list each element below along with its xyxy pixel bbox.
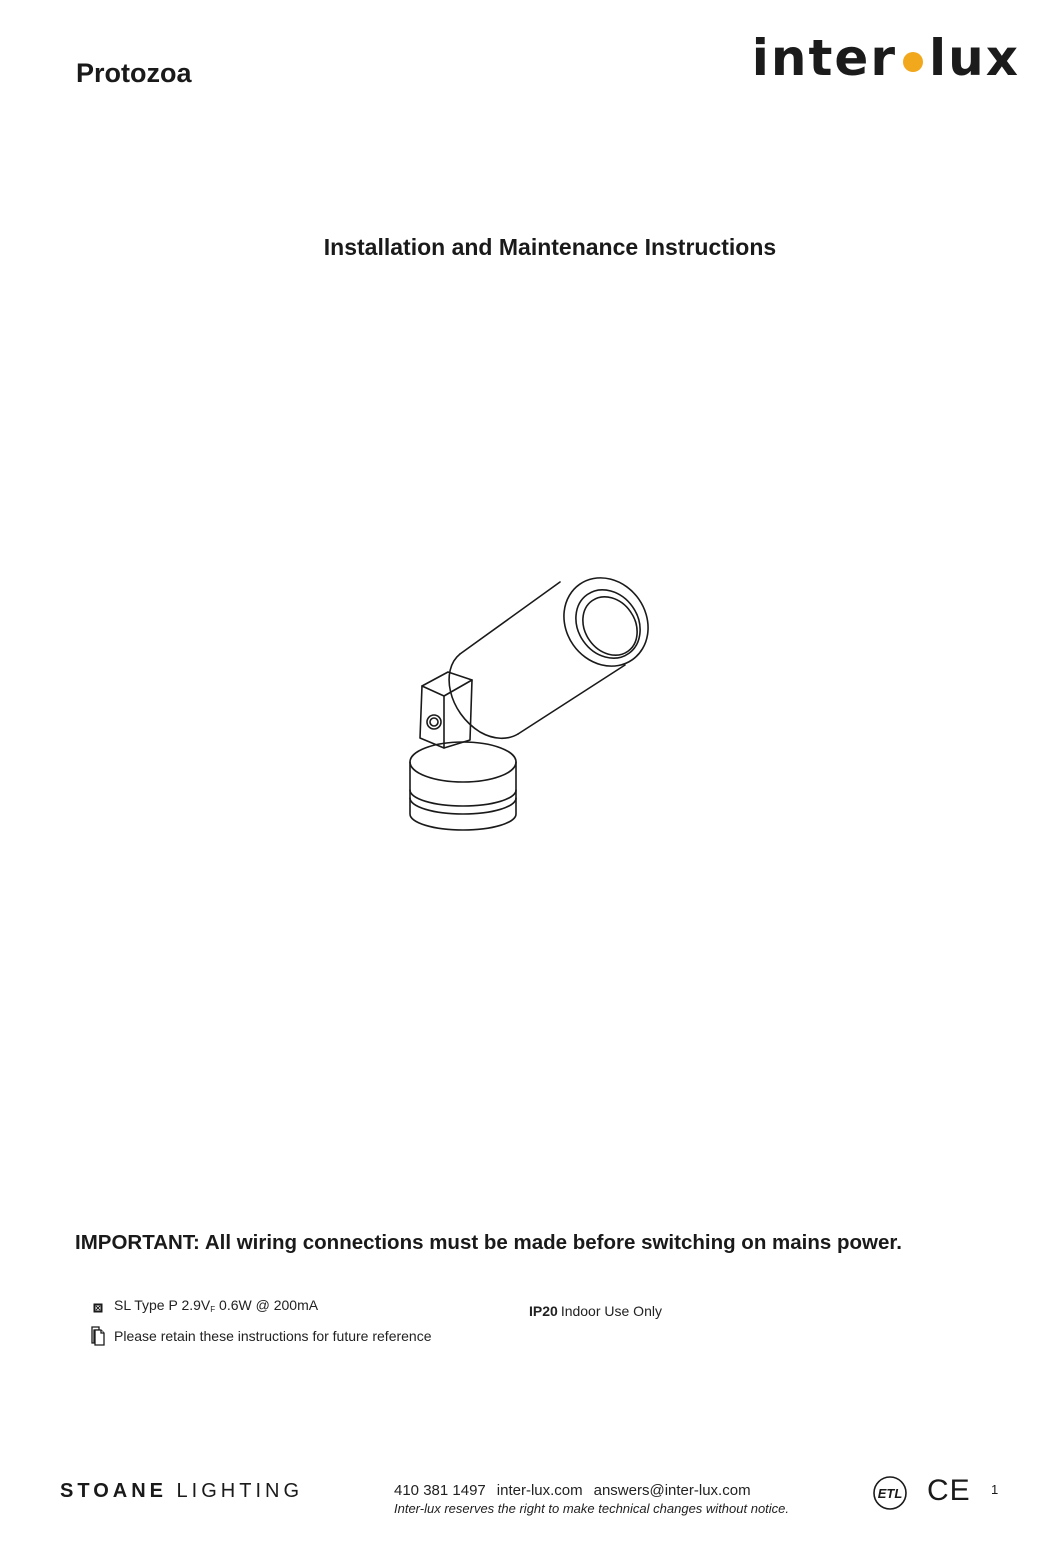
footer-notice: Inter-lux reserves the right to make technical changes without notice. bbox=[394, 1501, 790, 1516]
spotlight-drawing-icon bbox=[400, 570, 660, 840]
etl-certification-icon bbox=[871, 1474, 911, 1512]
footer-phone: 410 381 1497 bbox=[394, 1482, 486, 1499]
ce-mark-icon: CE bbox=[927, 1474, 971, 1507]
ip-rating bbox=[529, 1302, 662, 1320]
logo-dot-icon bbox=[903, 52, 923, 72]
brand-bold: STOANE bbox=[60, 1480, 167, 1502]
led-spec-row bbox=[88, 1296, 318, 1319]
logo-text-lux: lux bbox=[929, 29, 1020, 87]
interlux-logo bbox=[752, 30, 1020, 86]
led-spec-text: SL Type P $2.9V_F$ 0.6W @ 200mA bbox=[114, 1297, 319, 1314]
stoane-lighting-logo bbox=[60, 1478, 303, 1504]
footer-email[interactable]: answers@inter-lux.com bbox=[593, 1482, 751, 1499]
led-square-icon bbox=[88, 1303, 108, 1313]
document-title: Installation and Maintenance Instructions bbox=[323, 234, 777, 260]
documents-icon bbox=[88, 1326, 108, 1346]
etl-mark-text: ETL bbox=[877, 1486, 903, 1501]
brand-light: LIGHTING bbox=[176, 1480, 303, 1502]
ip-text: Indoor Use Only bbox=[560, 1303, 662, 1319]
important-notice: IMPORTANT: All wiring connections must be made before switching on mains power. bbox=[75, 1231, 902, 1254]
product-name: Protozoa bbox=[76, 58, 192, 88]
page-number: 1 bbox=[991, 1482, 999, 1497]
retain-instructions-text: Please retain these instructions for future reference bbox=[114, 1328, 432, 1344]
footer-contact bbox=[394, 1481, 762, 1500]
ip-code: IP20 bbox=[529, 1303, 558, 1319]
footer-website[interactable]: inter-lux.com bbox=[496, 1482, 583, 1499]
retain-instructions-row bbox=[88, 1326, 432, 1346]
logo-text-inter: inter bbox=[751, 29, 897, 87]
